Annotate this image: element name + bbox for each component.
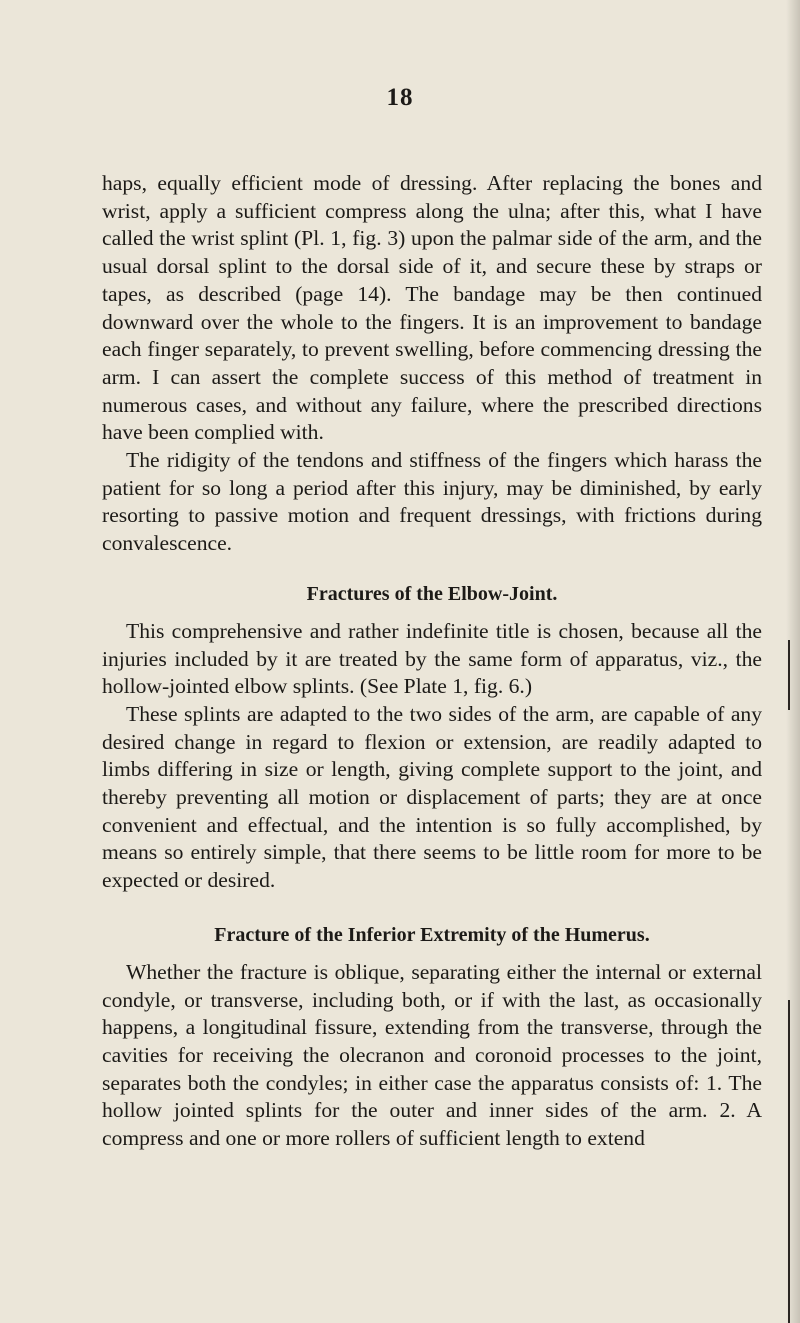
paragraph: This comprehensive and rather indefinite title is chosen, because all the injuries included by it are treated by the same form of apparatus, viz., the hollow-jointed elbow splints. (See Plate 1, fig. 6.) (102, 618, 762, 699)
paragraph: Whether the fracture is oblique, separating either the internal or external condyle, or transverse, including both, or if with the last, as occasionally happens, a longitudinal fissure, extending from the transverse, through the cavities for receiving the olecranon and coronoid processes to the joint, separates both the condyles; in either case the apparatus consists of: 1. The hollow jointed splints for the outer and inner sides of the arm. 2. A compress and one or more rollers of sufficient length to extend (102, 959, 762, 1151)
paragraph: These splints are adapted to the two sides of the arm, are capable of any desired change in regard to flexion or extension, are readily adapted to limbs differing in size or length, giving complete support to the joint, and thereby preventing all motion or displacement of parts; they are at once convenient and effectual, and the intention is so fully accomplished, by means so entirely simple, that there seems to be little room for more to be expected or desired. (102, 701, 762, 893)
body-text (102, 170, 762, 1153)
section-heading-elbow: Fractures of the Elbow-Joint. (306, 582, 558, 605)
paragraph: haps, equally efficient mode of dressing. After replacing the bones and wrist, apply a sufficient compress along the ulna; after this, what I have called the wrist splint (Pl. 1, fig. 3) upon the palmar side of the arm, and the usual dorsal splint to the dorsal side of it, and secure these by straps or tapes, as described (page 14). The bandage may be then continued downward over the whole to the fingers. It is an improvement to bandage each finger separately, to prevent swelling, before commencing dressing the arm. I can assert the complete success of this method of treatment in numerous cases, and without any failure, where the prescribed directions have been complied with. (102, 171, 762, 445)
section-heading-humerus: Fracture of the Inferior Extremity of the Humerus. (214, 923, 650, 946)
paragraph: The ridigity of the tendons and stiffness of the fingers which harass the patient for so long a period after this injury, may be diminished, by early resorting to passive motion and frequent dressings, with frictions during convalescence. (102, 448, 762, 556)
page-number: 18 (386, 84, 414, 111)
page-edge-mark (788, 1000, 790, 1323)
page-edge-mark (788, 640, 790, 710)
